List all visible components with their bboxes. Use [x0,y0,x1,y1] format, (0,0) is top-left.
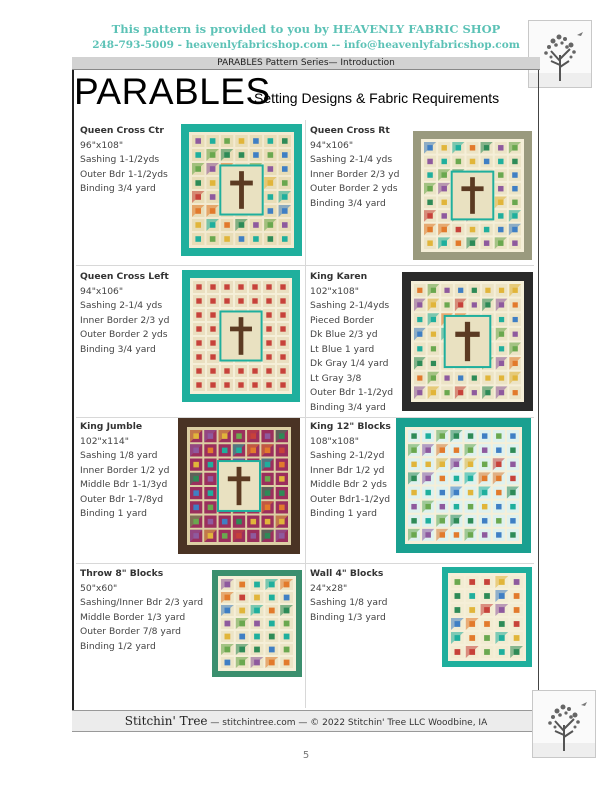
card-queen-cross-rt [310,124,399,211]
card-requirement: Sashing 1/8 yard [310,597,388,608]
card-king-karen [310,270,393,415]
page-number: 5 [302,750,310,761]
card-size: 24"x28" [310,582,348,594]
card-requirement: Binding 3/4 yard [80,183,156,194]
card-title: King 12" Blocks [310,421,391,432]
card-title: Throw 8" Blocks [80,568,164,579]
series-bar: PARABLES Pattern Series— Introduction [72,57,540,70]
card-requirement: Binding 3/4 yard [310,401,386,413]
page-title: PARABLES [74,71,271,112]
wall-4-blocks-quilt [442,567,532,667]
card-requirement: Lt Gray 3/8 [310,372,362,384]
card-requirement: Sashing 1/8 yard [80,450,158,461]
card-title: Queen Cross Left [80,271,169,282]
shop-contact-line: 248-793-5009 - heavenlyfabricshop.com -- info@heavenlyfabricshop.com [92,39,520,51]
card-size: 50"x60" [80,582,118,594]
card-requirement: Binding 1 yard [310,508,377,519]
frame-right-rule [538,70,539,710]
card-requirement: Binding 1/3 yard [310,611,386,623]
card-title: King Karen [310,271,368,282]
queen-cross-rt-quilt [413,131,532,260]
card-size: 96"x108" [80,139,124,151]
card-title: Queen Cross Rt [310,125,390,136]
card-requirement: Middle Bdr 2 yds [310,479,387,490]
card-title: King Jumble [80,421,143,432]
card-queen-cross-ctr [80,124,168,197]
frame-left-rule [72,70,74,710]
card-requirement: Lt Blue 1 yard [310,343,375,355]
card-requirement: Outer Border 2 yds [310,183,398,194]
card-requirement: Sashing 2-1/4 yds [80,300,163,311]
column-divider [305,120,306,708]
card-requirement: Sashing/Inner Bdr 2/3 yard [80,597,204,608]
row-divider-1 [76,265,534,266]
card-requirement: Pieced Border [310,314,374,326]
card-requirement: Inner Bdr 1/2 yd [310,464,385,476]
card-requirement: Outer Bdr 1-1/2yd [310,387,394,398]
card-size: 94"x106" [80,285,124,297]
card-requirement: Sashing 2-1/4yds [310,300,390,311]
throw-8-blocks-quilt [212,570,302,677]
card-requirement: Outer Bdr 1-1/2yds [80,168,168,180]
queen-cross-ctr-quilt [181,124,302,256]
shop-header-line1: This pattern is provided to you by HEAVENLY FABRIC SHOP [111,22,501,36]
card-requirement: Dk Blue 2/3 yd [310,329,378,340]
page-footer [72,710,540,732]
card-size: 108"x108" [310,435,359,447]
card-requirement: Binding 3/4 yard [80,343,156,355]
card-wall-4-blocks [310,567,387,625]
card-requirement: Inner Border 1/2 yd [80,464,170,476]
card-king-12-blocks [310,420,391,522]
row-divider-3 [76,563,534,564]
card-throw-8-blocks [80,567,203,654]
card-requirement: Inner Border 2/3 yd [80,314,170,326]
card-requirement: Outer Border 2 yds [80,329,168,340]
card-requirement: Middle Border 1/3 yard [80,611,186,623]
tree-logo-icon [532,690,596,758]
king-12-blocks-quilt [396,418,531,553]
king-jumble-quilt [178,418,300,554]
footer-brand: Stitchin' Tree [124,714,208,728]
card-requirement: Binding 1 yard [80,508,147,519]
card-title: Queen Cross Ctr [80,125,164,136]
card-requirement: Outer Bdr 1-7/8yd [80,493,164,505]
card-title: Wall 4" Blocks [310,568,384,579]
card-requirement: Sashing 1-1/2yds [80,154,160,165]
card-requirement: Sashing 2-1/2yd [310,450,385,461]
card-requirement: Outer Bdr1-1/2yd [310,493,391,505]
card-requirement: Binding 3/4 yard [310,197,386,209]
card-size: 94"x106" [310,139,354,151]
card-requirement: Dk Gray 1/4 yard [310,358,389,369]
card-king-jumble [80,420,169,522]
card-requirement: Sashing 2-1/4 yds [310,154,393,165]
card-requirement: Binding 1/2 yard [80,640,156,652]
king-karen-quilt [402,272,533,411]
card-requirement: Outer Border 7/8 yard [80,626,181,637]
queen-cross-left-quilt [182,270,300,402]
card-queen-cross-left [80,270,169,357]
card-requirement: Inner Border 2/3 yd [310,168,400,180]
card-requirement: Middle Bdr 1-1/3yd [80,479,168,490]
card-size: 102"x108" [310,285,359,297]
footer-text: — stitchintree.com — © 2022 Stitchin' Tree LLC Woodbine, IA [210,718,488,728]
page-subtitle: Setting Designs & Fabric Requirements [254,90,500,106]
card-size: 102"x114" [80,435,129,447]
